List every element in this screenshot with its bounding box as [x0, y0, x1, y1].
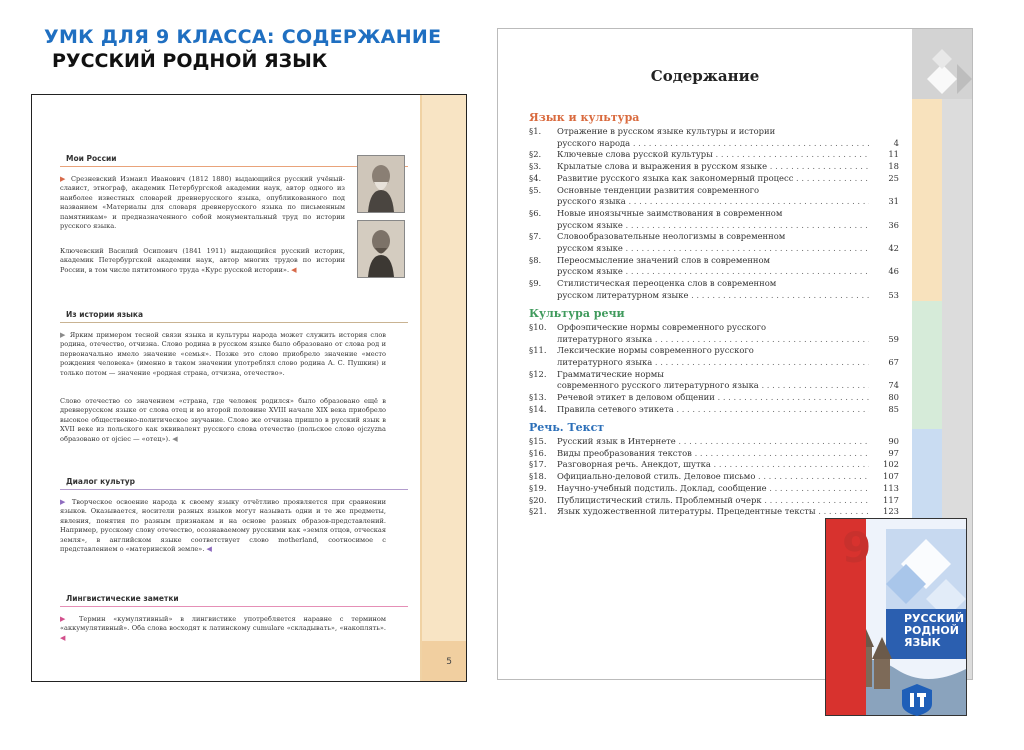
section-band-speech-culture	[912, 301, 942, 429]
arrow-marker-icon: ▶	[60, 615, 80, 623]
toc-entry-page: 97	[888, 447, 899, 458]
toc-entry-number: §3.	[529, 161, 542, 172]
toc-entry-number: §2.	[529, 149, 542, 160]
toc-entry-page: 90	[888, 436, 899, 446]
toc-entry-title-continued: русском литературном языке . . .	[557, 290, 869, 300]
toc-entry-page: 36	[888, 219, 899, 230]
toc-entry-title-continued: литературного языка . . .	[557, 357, 869, 367]
section-band-language-culture	[912, 99, 942, 301]
section-heading-linguistic-notes: Лингвистические заметки	[66, 594, 179, 603]
toc-entry-number: §4.	[529, 172, 542, 183]
toc-entry-number: §19.	[529, 482, 547, 493]
toc-entry-page: 80	[888, 392, 899, 403]
toc-entry-number: §5.	[529, 184, 542, 195]
toc-section-heading[interactable]: Язык и культура	[529, 111, 640, 124]
toc-entry-title-continued: русского языка . . .	[557, 196, 869, 206]
toc-entry-title-continued: русском языке . . .	[557, 266, 869, 276]
toc-entry-number: §12.	[529, 368, 547, 379]
toc-entry-title: Основные тенденции развития современного	[557, 184, 760, 195]
toc-entry-title: Крылатые слова и выражения в русском языке . . .	[557, 161, 869, 171]
section-text: Слово отечество со значением «страна, где человек родился» было образовано ещё в древнерусском языке от слова отец и во второй половине XVIII начале XIX века приобрело высокое общественно-политическое звучание. Слово же отчизна пришло в русский язык в XVII веке из польского как эквивалент русского слова отечество (польское слово ojczyzna образовано от ojciec — «отец»). ◀	[60, 397, 386, 443]
toc-entry-number: §15.	[529, 436, 547, 446]
toc-entry-number: §14.	[529, 403, 547, 414]
toc-entry-title: Словообразовательные неологизмы в современном	[557, 231, 786, 242]
toc-section-heading[interactable]: Речь. Текст	[529, 421, 605, 434]
toc-entry-number: §17.	[529, 459, 547, 470]
section-divider	[60, 322, 408, 323]
section-divider	[60, 606, 408, 607]
toc-entry-title: Виды преобразования текстов . . .	[557, 448, 869, 458]
toc-entry-title: Ключевые слова русской культуры . . .	[557, 149, 869, 159]
toc-entry-page: 11	[888, 149, 899, 160]
toc-entry-title: Официально-деловой стиль. Деловое письмо . . .	[557, 471, 869, 481]
toc-entry-title: Публицистический стиль. Проблемный очерк . . .	[557, 495, 869, 505]
toc-entry-title: Речевой этикет в деловом общении . . .	[557, 392, 869, 402]
toc-entry-number: §13.	[529, 392, 547, 403]
arrow-marker-icon: ◀	[172, 434, 178, 443]
section-divider	[60, 489, 408, 490]
page-number: 5	[446, 657, 452, 667]
publisher-logo-icon	[902, 684, 932, 716]
toc-entry-title-continued: русского народа . . .	[557, 138, 869, 148]
arrow-marker-icon: ▶	[60, 175, 71, 183]
page-side-band	[422, 95, 466, 681]
toc-entry-title: Правила сетевого этикета . . .	[557, 404, 869, 414]
toc-entry-page: 102	[883, 459, 899, 470]
section-text: ▶ Творческое освоение народа к своему языку отчётливо проявляется при сравнении языков. Оказывается, носители разных языков могут называть одни и те же предметы, явления, понятия по разным признакам и на основе разных образов-представлений. Например, русскому слову отечество, осознаваемому русскими как «земля отцов, отческая земля», в английском языке соответствует слово motherland, соотносимое с представлением о «материнской земле». ◀	[60, 498, 386, 554]
arrow-marker-icon: ◀	[206, 545, 212, 554]
toc-entry-title-continued: литературного языка . . .	[557, 334, 869, 344]
toc-entry-title-continued: русском языке . . .	[557, 220, 869, 230]
page-corner-decoration	[912, 29, 972, 99]
toc-entry-page: 59	[888, 333, 899, 344]
section-heading-my-russia: Мои России	[66, 154, 117, 163]
toc-entry-page: 74	[888, 380, 899, 391]
toc-entry-page: 113	[883, 482, 899, 493]
toc-entry-number: §16.	[529, 447, 547, 458]
book-cover	[825, 518, 967, 716]
slide-title: УМК ДЛЯ 9 КЛАССА: СОДЕРЖАНИЕ	[44, 26, 442, 48]
toc-entry-title: Переосмысление значений слов в современном	[557, 254, 771, 265]
toc-entry-page: 117	[883, 494, 899, 505]
toc-entry-page: 67	[888, 357, 899, 368]
toc-entry-page: 4	[893, 137, 899, 148]
arrow-marker-icon: ▶	[60, 331, 70, 339]
toc-entry-title-continued: современного русского литературного языка . . .	[557, 380, 869, 390]
toc-entry-page: 31	[888, 196, 899, 207]
section-heading-language-history: Из истории языка	[66, 310, 144, 319]
toc-entry-title: Русский язык в Интернете . . .	[557, 436, 869, 446]
toc-entry-title: Стилистическая переоценка слов в современном	[557, 278, 777, 289]
toc-section-heading[interactable]: Культура речи	[529, 307, 625, 320]
toc-entry-page: 123	[883, 506, 899, 517]
toc-entry-number: §21.	[529, 506, 547, 517]
toc-entry-title: Лексические нормы современного русского	[557, 345, 754, 356]
toc-entry-page: 18	[888, 161, 899, 172]
arrow-marker-icon: ◀	[291, 265, 297, 274]
section-text: ▶ Ярким примером тесной связи языка и культуры народа может служить история слов родина, отечество, отчизна. Слово родина в русском языке было образовано от слова род и первоначально имело значение «семья». Позже это слово приобрело значение «место рождения человека» (именно в таком значении употреблял слово родина А. С. Пушкин) и только потом — значение «родная страна, отчизна, отечество».	[60, 331, 387, 377]
section-text: Ключевский Василий Осипович (1841 1911) выдающийся русский историк, академик Петербургской академии наук, автор многих трудов по истории России, в том числе пятитомного труда «Курс русской истории». ◀	[60, 247, 345, 274]
toc-entry-title-continued: русском языке . . .	[557, 243, 869, 253]
toc-entry-number: §9.	[529, 278, 542, 289]
section-heading-dialogue-of-cultures: Диалог культур	[66, 477, 135, 486]
cover-grade-number: 9	[842, 523, 872, 572]
toc-entry-page: 53	[888, 289, 899, 300]
portrait-image-sreznevsky	[357, 155, 405, 213]
toc-entry-title: Орфоэпические нормы современного русского	[557, 322, 767, 332]
toc-entry-title: Научно-учебный подстиль. Доклад, сообщение . . .	[557, 483, 869, 493]
page-number-box	[422, 641, 466, 681]
toc-entry-number: §11.	[529, 345, 547, 356]
textbook-page-spread-left	[31, 94, 467, 682]
toc-entry-number: §20.	[529, 494, 547, 505]
toc-entry-title: Новые иноязычные заимствования в современном	[557, 207, 783, 218]
portrait-image-klyuchevsky	[357, 220, 405, 278]
toc-entry-number: §1.	[529, 126, 542, 136]
cover-title: РУССКИЙ РОДНОЙ ЯЗЫК	[904, 612, 965, 649]
toc-entry-number: §6.	[529, 207, 542, 218]
toc-entry-title: Отражение в русском языке культуры и истории	[557, 126, 776, 136]
toc-entry-number: §10.	[529, 322, 547, 332]
toc-entry-page: 42	[888, 242, 899, 253]
toc-entry-page: 46	[888, 266, 899, 277]
section-divider	[60, 166, 408, 167]
toc-entry-page: 85	[888, 403, 899, 414]
section-text: ▶ Термин «кумулятивный» в лингвистике употребляется наравне с термином «аккумулятивный». Оба слова восходят к латинскому cumulare «складывать», «накоплять». ◀	[60, 615, 387, 642]
arrow-marker-icon: ◀	[60, 633, 66, 642]
toc-entry-number: §7.	[529, 231, 542, 242]
toc-entry-title: Развитие русского языка как закономерный процесс . . .	[557, 173, 869, 183]
toc-entry-title: Язык художественной литературы. Прецедентные тексты . . .	[557, 506, 869, 516]
slide-subtitle: РУССКИЙ РОДНОЙ ЯЗЫК	[52, 50, 328, 72]
toc-entry-number: §8.	[529, 254, 542, 265]
toc-entry-page: 107	[883, 471, 899, 482]
toc-title: Содержание	[650, 67, 760, 85]
toc-entry-page: 25	[888, 172, 899, 183]
toc-entry-number: §18.	[529, 471, 547, 482]
toc-entry-title: Разговорная речь. Анекдот, шутка . . .	[557, 459, 869, 469]
arrow-marker-icon: ▶	[60, 498, 72, 506]
toc-entry-title: Грамматические нормы	[557, 368, 664, 379]
section-text: ▶ Срезневский Измаил Иванович (1812 1880) выдающийся русский учёный-славист, этнограф, академик Петербургской академии наук, автор одного из наиболее известных словарей древнерусского языка, опубликованного под названием «Материалы для словаря древнерусского языка по письменным памятникам» и предназначенного собой монументальный труд по истории русского языка.	[60, 175, 345, 231]
